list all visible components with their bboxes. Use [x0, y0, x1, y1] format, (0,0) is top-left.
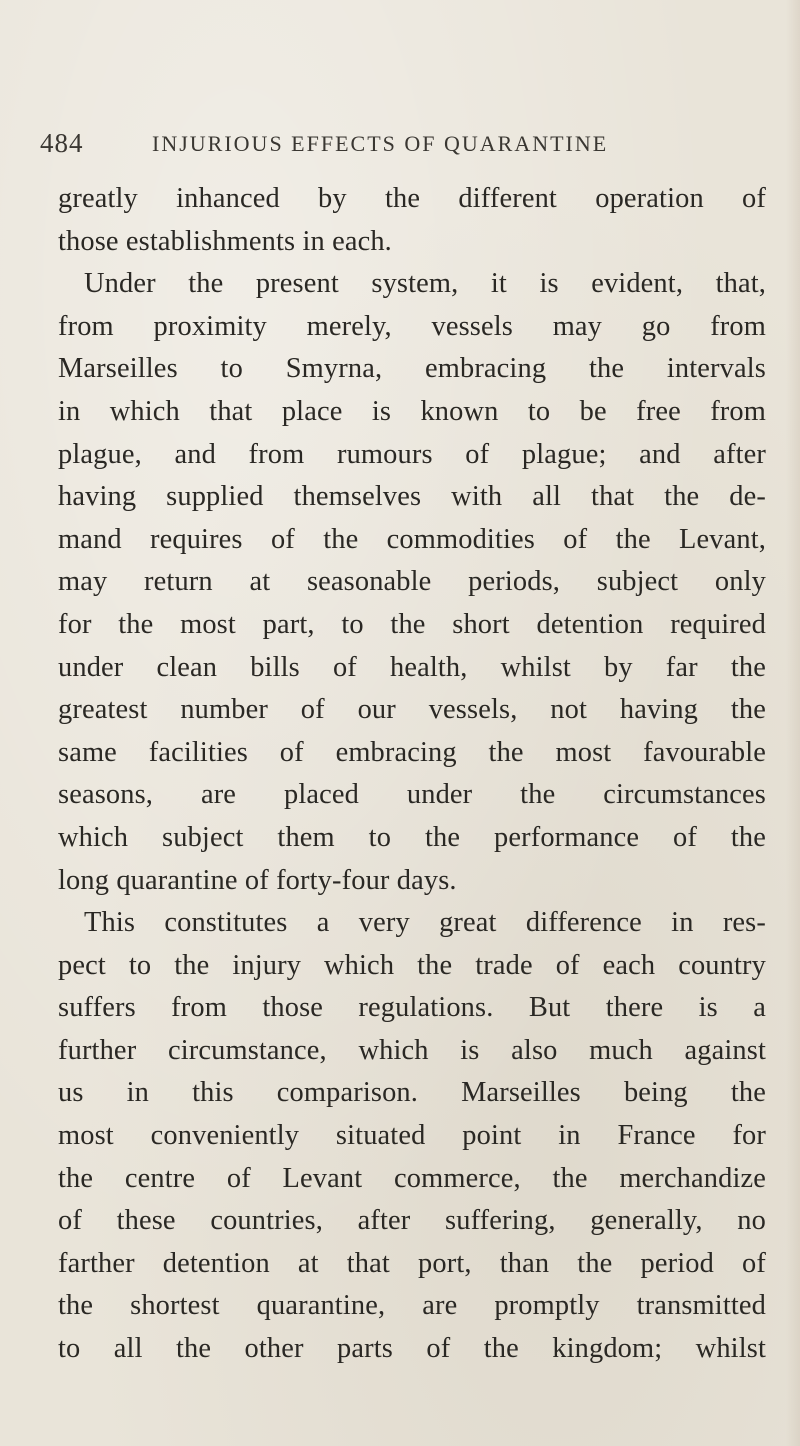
- text-line: us in this comparison. Marseilles being the: [58, 1077, 766, 1109]
- text-line: greatest number of our vessels, not having the: [58, 694, 766, 726]
- page-header: [40, 128, 760, 168]
- text-line: from proximity merely, vessels may go from: [58, 310, 766, 342]
- text-line: the centre of Levant commerce, the merchandize: [58, 1162, 766, 1194]
- text-line: plague, and from rumours of plague; and after: [58, 438, 766, 470]
- text-line: may return at seasonable periods, subject only: [58, 566, 766, 598]
- page-edge-shadow: [786, 0, 800, 1446]
- running-head: INJURIOUS EFFECTS OF QUARANTINE: [152, 131, 609, 156]
- text-line: in which that place is known to be free from: [58, 395, 766, 427]
- text-line: to all the other parts of the kingdom; whilst: [58, 1333, 766, 1365]
- text-line: most conveniently situated point in France for: [58, 1120, 766, 1152]
- text-line: Marseilles to Smyrna, embracing the intervals: [58, 353, 766, 385]
- text-line: mand requires of the commodities of the Levant,: [58, 523, 766, 555]
- text-line: which subject them to the performance of the: [58, 821, 766, 853]
- text-line: farther detention at that port, than the period of: [58, 1247, 766, 1279]
- text-line: Under the present system, it is evident, that,: [84, 268, 766, 300]
- text-line: under clean bills of health, whilst by far the: [58, 651, 766, 683]
- text-line: for the most part, to the short detention required: [58, 608, 766, 640]
- text-line: same facilities of embracing the most favourable: [58, 736, 766, 768]
- text-line: long quarantine of forty-four days.: [58, 864, 457, 896]
- text-line: suffers from those regulations. But there is a: [58, 992, 766, 1024]
- text-line: further circumstance, which is also much against: [58, 1034, 766, 1066]
- text-line: the shortest quarantine, are promptly transmitted: [58, 1290, 766, 1322]
- text-line: having supplied themselves with all that the de-: [58, 481, 766, 513]
- page-number: 484: [40, 128, 84, 158]
- text-line: pect to the injury which the trade of each country: [58, 949, 766, 981]
- text-line: of these countries, after suffering, generally, no: [58, 1205, 766, 1237]
- text-line: greatly inhanced by the different operation of: [58, 183, 766, 214]
- text-line: seasons, are placed under the circumstances: [58, 779, 766, 811]
- text-line: This constitutes a very great difference in res-: [84, 907, 766, 939]
- body-text: [58, 178, 766, 1371]
- text-line: those establishments in each.: [58, 225, 392, 257]
